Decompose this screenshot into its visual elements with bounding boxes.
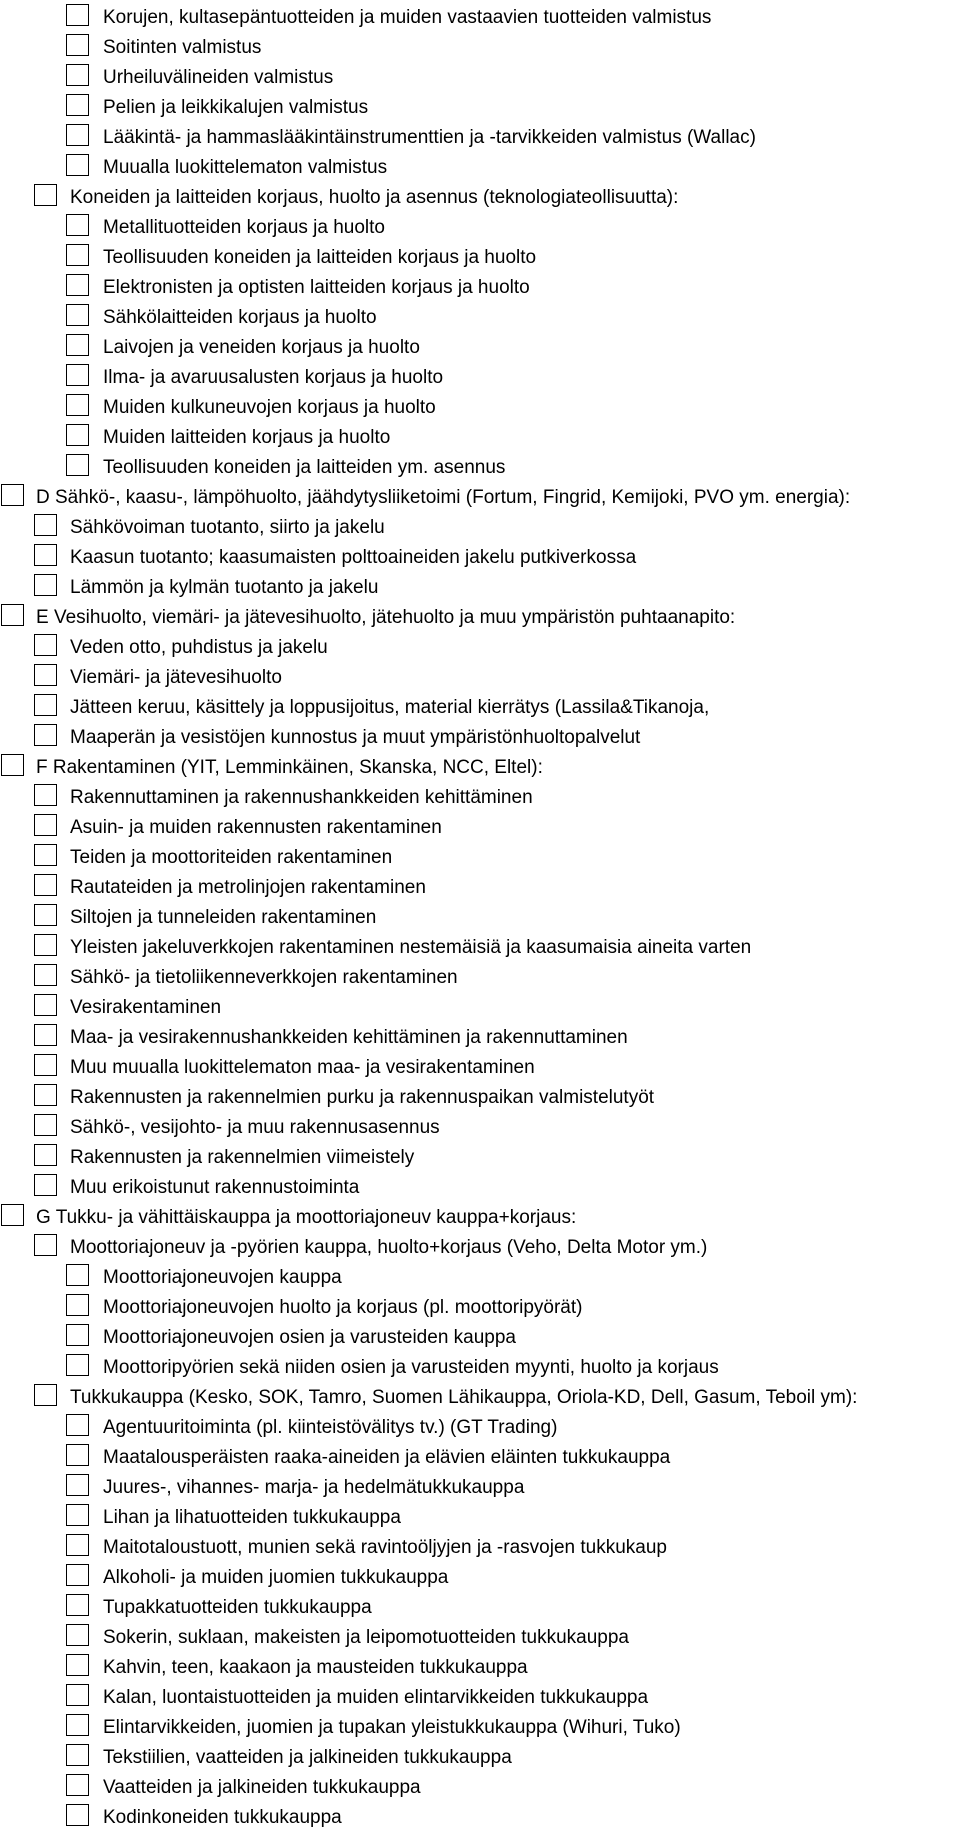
- checkbox[interactable]: [34, 574, 57, 596]
- item-label: Vesirakentaminen: [70, 997, 222, 1018]
- checkbox[interactable]: [34, 814, 57, 836]
- item-label: Laivojen ja veneiden korjaus ja huolto: [103, 337, 420, 358]
- item-label: Moottoriajoneuvojen kauppa: [103, 1267, 342, 1288]
- item-label: G Tukku- ja vähittäiskauppa ja moottoriajoneuv kauppa+korjaus:: [36, 1207, 577, 1228]
- checkbox[interactable]: [34, 844, 57, 866]
- list-item: [0, 1804, 960, 1834]
- list-item: [0, 1474, 960, 1504]
- item-label: Soitinten valmistus: [103, 37, 262, 58]
- checkbox[interactable]: [66, 1564, 89, 1586]
- item-label: Lihan ja lihatuotteiden tukkukauppa: [103, 1507, 401, 1528]
- item-label: Viemäri- ja jätevesihuolto: [70, 667, 282, 688]
- item-label: Agentuuritoiminta (pl. kiinteistövälitys tv.) (GT Trading): [103, 1417, 558, 1438]
- checkbox[interactable]: [66, 124, 89, 146]
- item-label: Lämmön ja kylmän tuotanto ja jakelu: [70, 577, 379, 598]
- item-label: Sähkö-, vesijohto- ja muu rakennusasennus: [70, 1117, 440, 1138]
- checkbox[interactable]: [34, 184, 57, 206]
- checkbox[interactable]: [66, 1744, 89, 1766]
- list-item: [0, 544, 960, 574]
- list-item: [0, 1264, 960, 1294]
- list-item: [0, 1594, 960, 1624]
- list-item: [0, 214, 960, 244]
- item-label: Moottoriajoneuv ja -pyörien kauppa, huolto+korjaus (Veho, Delta Motor ym.): [70, 1237, 708, 1258]
- checkbox[interactable]: [66, 1534, 89, 1556]
- checkbox[interactable]: [1, 484, 24, 506]
- list-item: [0, 1534, 960, 1564]
- checkbox[interactable]: [34, 1174, 57, 1196]
- checkbox[interactable]: [34, 694, 57, 716]
- item-label: Pelien ja leikkikalujen valmistus: [103, 97, 369, 118]
- list-item: [0, 1774, 960, 1804]
- item-label: Siltojen ja tunneleiden rakentaminen: [70, 907, 377, 928]
- checkbox[interactable]: [66, 154, 89, 176]
- checkbox[interactable]: [34, 934, 57, 956]
- item-label: Sähkövoiman tuotanto, siirto ja jakelu: [70, 517, 385, 538]
- list-item: [0, 454, 960, 484]
- checkbox[interactable]: [34, 1144, 57, 1166]
- list-item: [0, 94, 960, 124]
- item-label: Moottoriajoneuvojen huolto ja korjaus (pl. moottoripyörät): [103, 1297, 583, 1318]
- checkbox[interactable]: [66, 34, 89, 56]
- item-label: Kodinkoneiden tukkukauppa: [103, 1807, 342, 1828]
- list-item: [0, 1294, 960, 1324]
- item-label: Muu muualla luokittelematon maa- ja vesirakentaminen: [70, 1057, 535, 1078]
- checkbox[interactable]: [66, 1684, 89, 1706]
- list-item: [0, 244, 960, 274]
- checkbox[interactable]: [66, 394, 89, 416]
- checkbox[interactable]: [66, 1264, 89, 1286]
- checkbox[interactable]: [66, 334, 89, 356]
- item-label: Ilma- ja avaruusalusten korjaus ja huolto: [103, 367, 444, 388]
- list-item: [0, 1384, 960, 1414]
- item-label: Teollisuuden koneiden ja laitteiden ym. asennus: [103, 457, 506, 478]
- checkbox[interactable]: [34, 544, 57, 566]
- list-item: [0, 1654, 960, 1684]
- list-item: [0, 904, 960, 934]
- item-label: Rakennuttaminen ja rakennushankkeiden kehittäminen: [70, 787, 533, 808]
- checkbox[interactable]: [66, 274, 89, 296]
- checkbox[interactable]: [66, 1414, 89, 1436]
- item-label: Tukkukauppa (Kesko, SOK, Tamro, Suomen Lähikauppa, Oriola-KD, Dell, Gasum, Teboil ym):: [70, 1387, 858, 1408]
- item-label: Sähkölaitteiden korjaus ja huolto: [103, 307, 377, 328]
- checkbox[interactable]: [34, 514, 57, 536]
- list-item: [0, 1054, 960, 1084]
- list-item: [0, 1444, 960, 1474]
- list-item: [0, 814, 960, 844]
- list-item: [0, 364, 960, 394]
- checkbox[interactable]: [34, 1084, 57, 1106]
- item-label: Muualla luokittelematon valmistus: [103, 157, 388, 178]
- item-label: F Rakentaminen (YIT, Lemminkäinen, Skanska, NCC, Eltel):: [36, 757, 543, 778]
- checkbox[interactable]: [66, 1474, 89, 1496]
- checkbox[interactable]: [34, 634, 57, 656]
- list-item: [0, 394, 960, 424]
- item-label: Yleisten jakeluverkkojen rakentaminen nestemäisiä ja kaasumaisia aineita varten: [70, 937, 752, 958]
- checkbox[interactable]: [34, 1024, 57, 1046]
- checkbox[interactable]: [34, 784, 57, 806]
- item-label: Koneiden ja laitteiden korjaus, huolto ja asennus (teknologiateollisuutta):: [70, 187, 679, 208]
- checkbox[interactable]: [34, 1234, 57, 1256]
- checkbox[interactable]: [34, 904, 57, 926]
- item-label: Kaasun tuotanto; kaasumaisten polttoaineiden jakelu putkiverkossa: [70, 547, 637, 568]
- item-label: Lääkintä- ja hammaslääkintäinstrumenttien ja -tarvikkeiden valmistus (Wallac): [103, 127, 756, 148]
- item-label: Alkoholi- ja muiden juomien tukkukauppa: [103, 1567, 449, 1588]
- checkbox[interactable]: [66, 1654, 89, 1676]
- item-label: Muiden laitteiden korjaus ja huolto: [103, 427, 391, 448]
- checkbox[interactable]: [66, 364, 89, 386]
- checkbox[interactable]: [66, 244, 89, 266]
- list-item: [0, 1354, 960, 1384]
- list-item: [0, 334, 960, 364]
- list-item: [0, 1684, 960, 1714]
- checkbox[interactable]: [66, 214, 89, 236]
- item-label: Elintarvikkeiden, juomien ja tupakan yleistukkukauppa (Wihuri, Tuko): [103, 1717, 681, 1738]
- list-item: [0, 304, 960, 334]
- item-label: Vaatteiden ja jalkineiden tukkukauppa: [103, 1777, 421, 1798]
- item-label: Moottoripyörien sekä niiden osien ja varusteiden myynti, huolto ja korjaus: [103, 1357, 719, 1378]
- list-item: [0, 1234, 960, 1264]
- item-label: Kahvin, teen, kaakaon ja mausteiden tukkukauppa: [103, 1657, 528, 1678]
- item-label: Asuin- ja muiden rakennusten rakentaminen: [70, 817, 442, 838]
- item-label: D Sähkö-, kaasu-, lämpöhuolto, jäähdytysliiketoimi (Fortum, Fingrid, Kemijoki, PVO ym. energia):: [36, 487, 851, 508]
- item-label: Teiden ja moottoriteiden rakentaminen: [70, 847, 393, 868]
- item-label: Maitotaloustuott, munien sekä ravintoöljyjen ja -rasvojen tukkukaup: [103, 1537, 667, 1558]
- checkbox[interactable]: [1, 754, 24, 776]
- item-label: Maatalousperäisten raaka-aineiden ja elävien eläinten tukkukauppa: [103, 1447, 671, 1468]
- checkbox[interactable]: [66, 4, 89, 26]
- checkbox[interactable]: [66, 1444, 89, 1466]
- checkbox[interactable]: [66, 1624, 89, 1646]
- item-label: Tekstiilien, vaatteiden ja jalkineiden tukkukauppa: [103, 1747, 512, 1768]
- checkbox[interactable]: [34, 964, 57, 986]
- list-item: [0, 514, 960, 544]
- list-item: [0, 64, 960, 94]
- checkbox[interactable]: [34, 664, 57, 686]
- item-label: Korujen, kultasepäntuotteiden ja muiden vastaavien tuotteiden valmistus: [103, 7, 712, 28]
- item-label: Muu erikoistunut rakennustoiminta: [70, 1177, 360, 1198]
- item-label: Metallituotteiden korjaus ja huolto: [103, 217, 386, 238]
- item-label: Maa- ja vesirakennushankkeiden kehittäminen ja rakennuttaminen: [70, 1027, 628, 1048]
- checkbox[interactable]: [66, 94, 89, 116]
- list-item: [0, 724, 960, 754]
- item-label: Rakennusten ja rakennelmien purku ja rakennuspaikan valmistelutyöt: [70, 1087, 655, 1108]
- item-label: E Vesihuolto, viemäri- ja jätevesihuolto, jätehuolto ja muu ympäristön puhtaanapito:: [36, 607, 736, 628]
- list-item: [0, 844, 960, 874]
- list-item: [0, 874, 960, 904]
- item-label: Jätteen keruu, käsittely ja loppusijoitus, material kierrätys (Lassila&Tikanoja,: [70, 697, 710, 718]
- list-item: [0, 1714, 960, 1744]
- checklist: [0, 4, 960, 1834]
- checkbox[interactable]: [66, 1324, 89, 1346]
- list-item: [0, 964, 960, 994]
- list-item: [0, 1144, 960, 1174]
- checkbox[interactable]: [1, 1204, 24, 1226]
- list-item: [0, 604, 960, 634]
- checkbox[interactable]: [66, 454, 89, 476]
- checkbox[interactable]: [66, 1804, 89, 1826]
- item-label: Teollisuuden koneiden ja laitteiden korjaus ja huolto: [103, 247, 537, 268]
- checkbox[interactable]: [66, 424, 89, 446]
- checkbox[interactable]: [34, 1114, 57, 1136]
- item-label: Elektronisten ja optisten laitteiden korjaus ja huolto: [103, 277, 530, 298]
- item-label: Sokerin, suklaan, makeisten ja leipomotuotteiden tukkukauppa: [103, 1627, 629, 1648]
- checkbox[interactable]: [66, 1774, 89, 1796]
- checkbox[interactable]: [34, 1384, 57, 1406]
- list-item: [0, 154, 960, 184]
- list-item: [0, 1024, 960, 1054]
- list-item: [0, 34, 960, 64]
- list-item: [0, 634, 960, 664]
- item-label: Tupakkatuotteiden tukkukauppa: [103, 1597, 372, 1618]
- list-item: [0, 1504, 960, 1534]
- item-label: Kalan, luontaistuotteiden ja muiden elintarvikkeiden tukkukauppa: [103, 1687, 649, 1708]
- checkbox[interactable]: [66, 1294, 89, 1316]
- list-item: [0, 994, 960, 1024]
- checkbox[interactable]: [34, 874, 57, 896]
- checkbox[interactable]: [1, 604, 24, 626]
- item-label: Sähkö- ja tietoliikenneverkkojen rakentaminen: [70, 967, 458, 988]
- checkbox[interactable]: [66, 64, 89, 86]
- list-item: [0, 1744, 960, 1774]
- list-item: [0, 424, 960, 454]
- checkbox[interactable]: [66, 1714, 89, 1736]
- item-label: Rautateiden ja metrolinjojen rakentaminen: [70, 877, 426, 898]
- list-item: [0, 694, 960, 724]
- list-item: [0, 1204, 960, 1234]
- list-item: [0, 1084, 960, 1114]
- item-label: Juures-, vihannes- marja- ja hedelmätukkukauppa: [103, 1477, 525, 1498]
- item-label: Rakennusten ja rakennelmien viimeistely: [70, 1147, 415, 1168]
- list-item: [0, 934, 960, 964]
- list-item: [0, 124, 960, 154]
- list-item: [0, 1624, 960, 1654]
- list-item: [0, 1414, 960, 1444]
- list-item: [0, 484, 960, 514]
- item-label: Veden otto, puhdistus ja jakelu: [70, 637, 328, 658]
- list-item: [0, 784, 960, 814]
- checkbox[interactable]: [34, 994, 57, 1016]
- checkbox[interactable]: [66, 1594, 89, 1616]
- list-item: [0, 574, 960, 604]
- list-item: [0, 4, 960, 34]
- list-item: [0, 754, 960, 784]
- item-label: Urheiluvälineiden valmistus: [103, 67, 334, 88]
- checkbox[interactable]: [34, 724, 57, 746]
- checkbox[interactable]: [66, 1354, 89, 1376]
- item-label: Muiden kulkuneuvojen korjaus ja huolto: [103, 397, 436, 418]
- list-item: [0, 664, 960, 694]
- checkbox[interactable]: [34, 1054, 57, 1076]
- list-item: [0, 274, 960, 304]
- checkbox[interactable]: [66, 304, 89, 326]
- list-item: [0, 1174, 960, 1204]
- item-label: Maaperän ja vesistöjen kunnostus ja muut ympäristönhuoltopalvelut: [70, 727, 641, 748]
- checkbox[interactable]: [66, 1504, 89, 1526]
- list-item: [0, 1114, 960, 1144]
- list-item: [0, 184, 960, 214]
- list-item: [0, 1324, 960, 1354]
- list-item: [0, 1564, 960, 1594]
- item-label: Moottoriajoneuvojen osien ja varusteiden kauppa: [103, 1327, 516, 1348]
